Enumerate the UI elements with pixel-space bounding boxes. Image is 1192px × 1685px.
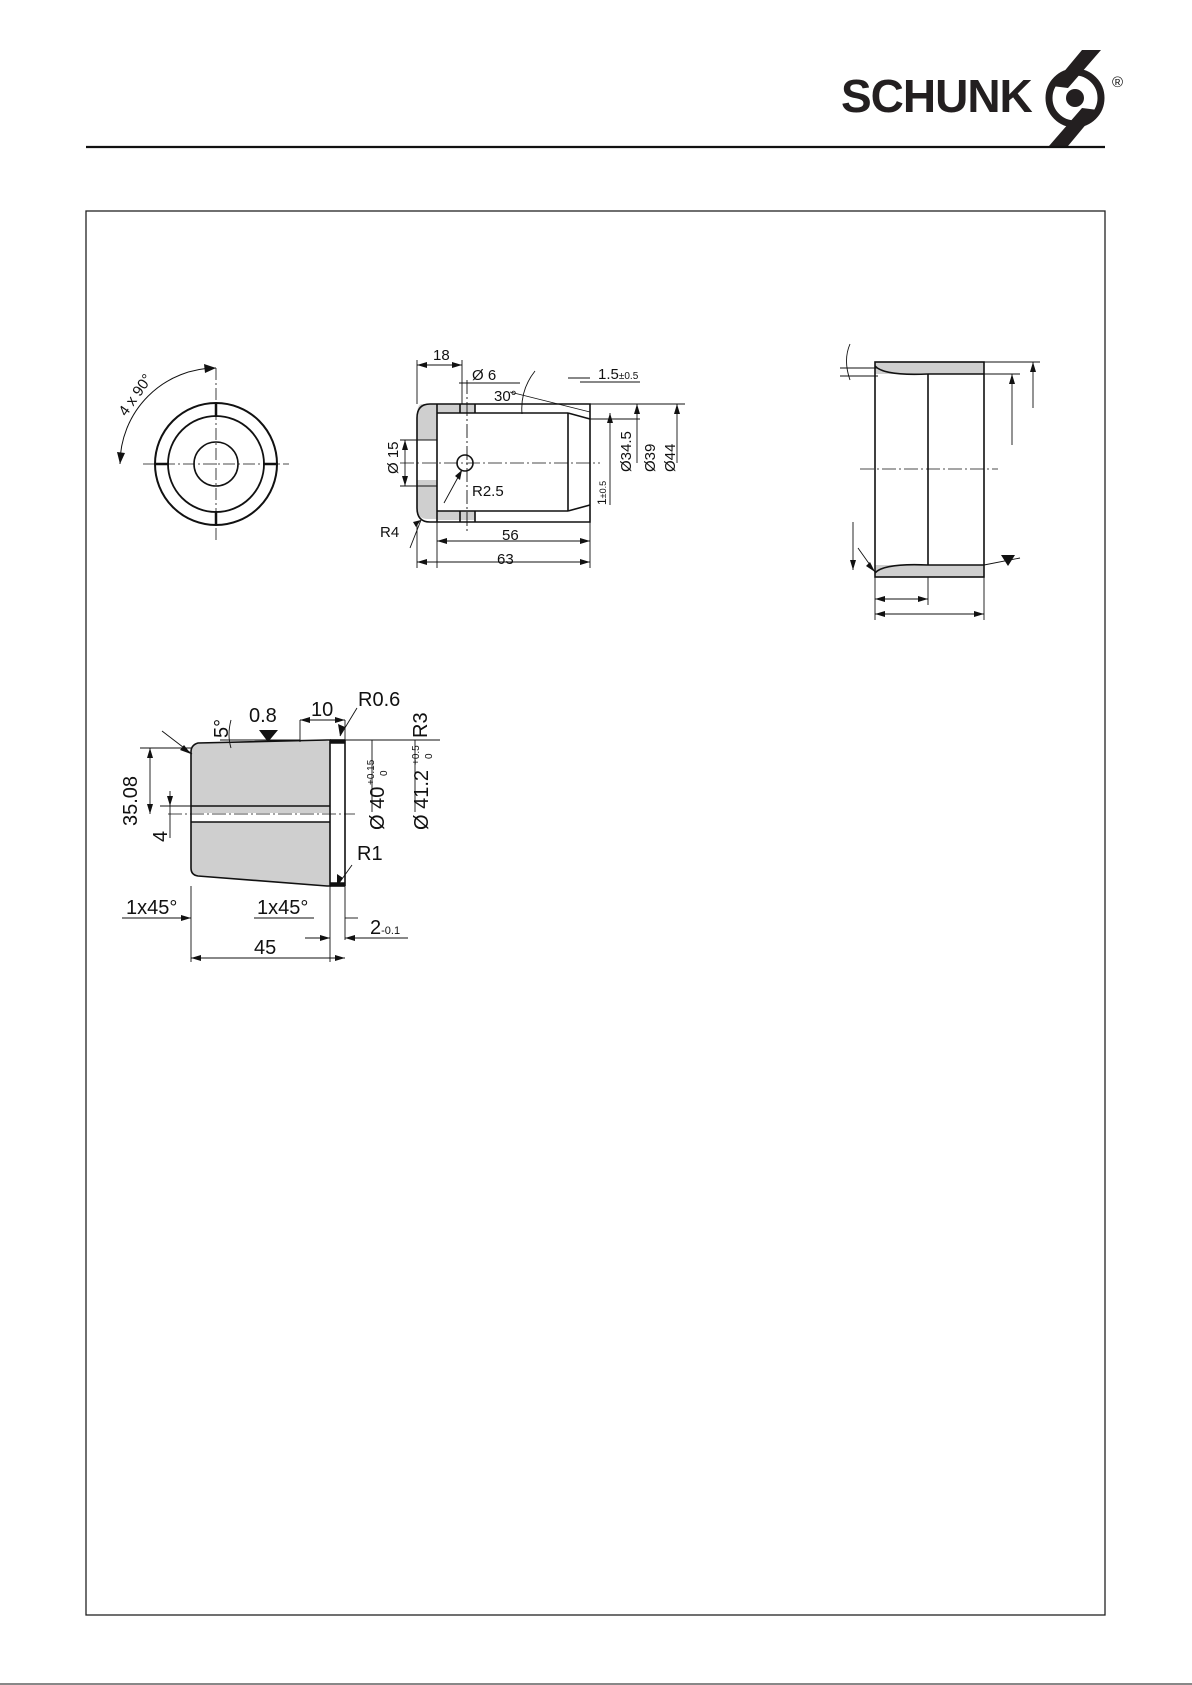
- registered-mark: ®: [1112, 74, 1124, 91]
- dim-1-tol: ±0.5: [598, 480, 608, 499]
- section-view: [380, 347, 685, 568]
- dim-r3: R3: [410, 712, 432, 738]
- dim-1-5-tol: ±0.5: [618, 371, 639, 382]
- dim-chamfer-right: 1x45°: [257, 897, 309, 919]
- brand-name: SCHUNK: [841, 70, 1032, 122]
- dim-5deg: 5°: [211, 718, 233, 738]
- dim-0-8: 0.8: [249, 705, 277, 727]
- dim-dia34-5: Ø34.5: [618, 431, 635, 472]
- dim-45: 45: [254, 937, 277, 959]
- dim-2: [370, 917, 400, 939]
- dim-18: 18: [433, 347, 450, 364]
- dim-1-5-value: 1.5: [598, 366, 619, 383]
- dim-r0-6: R0.6: [358, 689, 401, 711]
- side-outline-view: [840, 344, 1040, 620]
- dim-dia40-tol-upper: +0.15: [366, 759, 377, 785]
- dim-r2-5: R2.5: [472, 483, 504, 500]
- dim-35-08: 35.08: [120, 775, 142, 826]
- dim-1-value: 1: [595, 498, 609, 505]
- dim-r4: R4: [380, 524, 400, 541]
- dim-63: 63: [497, 551, 514, 568]
- dim-10: 10: [311, 699, 334, 721]
- dim-r1: R1: [357, 843, 383, 865]
- dim-dia40: [366, 759, 390, 830]
- angle-label: 4 x 90°: [115, 371, 157, 420]
- schunk-logo: [841, 50, 1123, 146]
- dim-56: 56: [502, 527, 519, 544]
- dim-2-tol: -0.1: [381, 925, 401, 937]
- dim-chamfer-left: 1x45°: [126, 897, 178, 919]
- dim-dia6: Ø 6: [472, 367, 497, 384]
- dim-2-value: 2: [370, 917, 382, 939]
- dim-dia41-2-tol-upper: +0.5: [411, 745, 422, 765]
- dim-dia39: Ø39: [642, 443, 659, 472]
- dim-dia40-value: Ø 40: [367, 786, 389, 830]
- schunk-gripper-icon: [1049, 50, 1101, 146]
- dim-1-5: [598, 366, 639, 383]
- dim-dia15: Ø 15: [385, 441, 402, 474]
- dim-4: 4: [150, 830, 172, 842]
- dim-dia41-2-tol-lower: 0: [424, 753, 435, 759]
- detail-view: [120, 689, 440, 962]
- dim-dia40-tol-lower: 0: [379, 770, 390, 776]
- dim-dia41-2-value: Ø 41.2: [411, 769, 433, 830]
- dim-1: [595, 481, 609, 505]
- dim-dia41-2: [411, 745, 435, 830]
- dim-dia44: Ø44: [662, 443, 679, 472]
- dim-30deg: 30°: [494, 388, 517, 405]
